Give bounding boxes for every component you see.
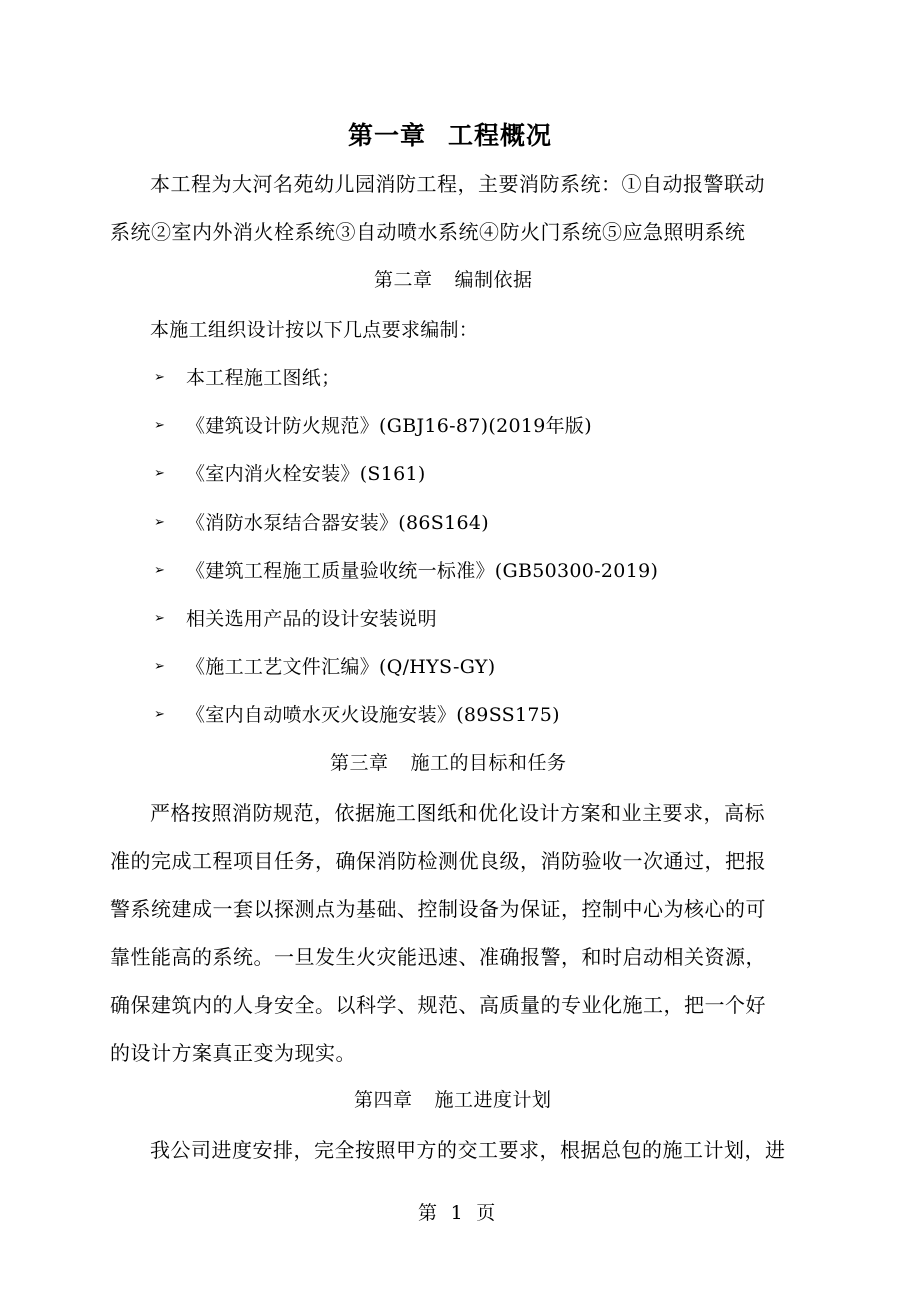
reference-item-text: 《消防水泵结合器安装》(86S164) (186, 512, 489, 534)
reference-item (154, 556, 659, 583)
page-number: 第 1 页 (418, 1202, 496, 1224)
chapter-3-name: 施工的目标和任务 (410, 752, 567, 774)
reference-item-text: 《施工工艺文件汇编》(Q/HYS-GY) (186, 656, 496, 678)
reference-item-text: 《室内消火栓安装》(S161) (186, 463, 426, 485)
chapter-3-line-3: 警系统建成一套以探测点为基础、控制设备为保证，控制中心为核心的可 (110, 897, 766, 921)
arrow-bullet-icon: ➢ (154, 563, 166, 578)
chapter-3-line-4: 靠性能高的系统。一旦发生火灾能迅速、准确报警，和时启动相关资源， (110, 945, 766, 969)
chapter-1-line-2: 系统②室内外消火栓系统③自动喷水系统④防火门系统⑤应急照明系统 (110, 220, 746, 244)
chapter-4-title (354, 1085, 552, 1112)
chapter-3-line-2: 准的完成工程项目任务，确保消防检测优良级，消防验收一次通过，把报 (110, 849, 766, 873)
reference-item (154, 700, 560, 727)
chapter-1-title (348, 116, 552, 152)
chapter-1-name: 工程概况 (448, 121, 553, 150)
chapter-2-number: 第二章 (374, 269, 433, 291)
reference-item (154, 508, 489, 535)
reference-item-text: 相关选用产品的设计安装说明 (186, 608, 437, 630)
chapter-2-title (374, 265, 533, 292)
chapter-3-line-5: 确保建筑内的人身安全。以科学、规范、高质量的专业化施工，把一个好 (110, 993, 766, 1017)
chapter-2-name: 编制依据 (454, 269, 533, 291)
chapter-4-name: 施工进度计划 (434, 1089, 552, 1111)
chapter-1-line-1: 本工程为大河名苑幼儿园消防工程，主要消防系统：①自动报警联动 (150, 172, 765, 196)
arrow-bullet-icon: ➢ (154, 418, 166, 433)
reference-item-text: 《建筑设计防火规范》(GBJ16-87)(2019年版) (186, 415, 592, 437)
reference-item (154, 459, 426, 486)
chapter-4-number: 第四章 (354, 1089, 413, 1111)
reference-item (154, 652, 496, 679)
reference-item-text: 本工程施工图纸； (186, 367, 341, 389)
arrow-bullet-icon: ➢ (154, 466, 166, 481)
chapter-3-number: 第三章 (330, 752, 389, 774)
reference-item (154, 363, 341, 390)
reference-item-text: 《室内自动喷水灭火设施安装》(89SS175) (186, 704, 560, 726)
chapter-3-line-6: 的设计方案真正变为现实。 (110, 1041, 356, 1065)
chapter-4-line-1: 我公司进度安排，完全按照甲方的交工要求，根据总包的施工计划，进 (150, 1138, 786, 1162)
arrow-bullet-icon: ➢ (154, 659, 166, 674)
arrow-bullet-icon: ➢ (154, 707, 166, 722)
arrow-bullet-icon: ➢ (154, 611, 166, 626)
chapter-3-line-1: 严格按照消防规范，依据施工图纸和优化设计方案和业主要求，高标 (150, 801, 765, 825)
arrow-bullet-icon: ➢ (154, 515, 166, 530)
chapter-3-title (330, 748, 567, 775)
chapter-2-intro: 本施工组织设计按以下几点要求编制： (150, 319, 479, 341)
reference-item (154, 604, 437, 631)
reference-item (154, 411, 592, 438)
reference-item-text: 《建筑工程施工质量验收统一标准》(GB50300-2019) (186, 560, 659, 582)
chapter-1-number: 第一章 (348, 121, 427, 150)
arrow-bullet-icon: ➢ (154, 370, 166, 385)
